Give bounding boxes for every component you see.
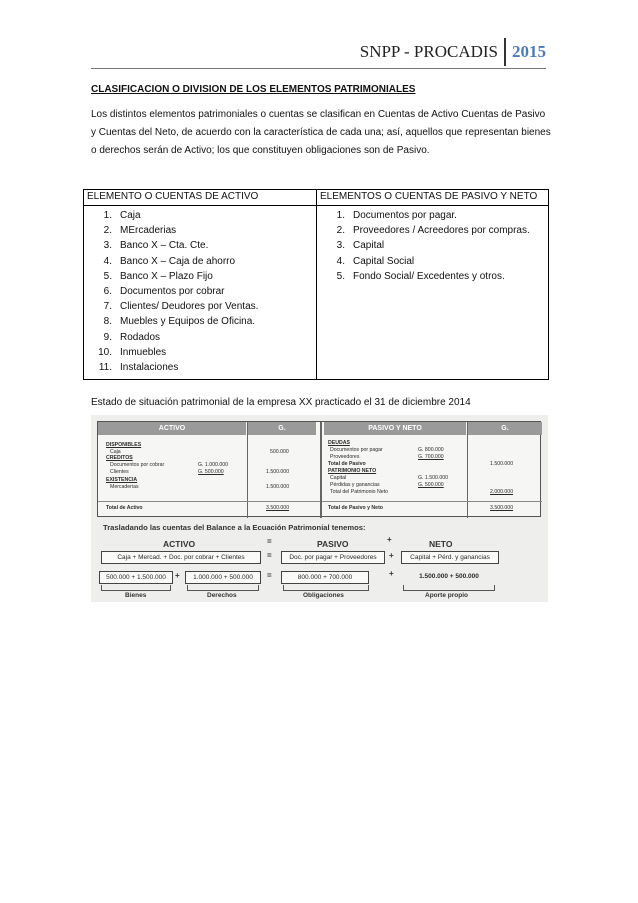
document-title: CLASIFICACION O DIVISION DE LOS ELEMENTOS PATRIMONIALES [91, 84, 416, 95]
total-activo-label: Total de Activo [106, 505, 143, 511]
existencia-label: EXISTENCIA [106, 477, 138, 483]
docs-pagar-label: Documentos por pagar [330, 447, 383, 453]
list-item: 9. Rodados [103, 331, 161, 343]
activo-list [84, 208, 313, 375]
capital-value: G. 1.500.000 [418, 475, 448, 481]
list-item: 1. Documentos por pagar. [336, 210, 457, 221]
list-item: 4. Banco X – Caja de ahorro [103, 255, 236, 267]
eq-plus-2: + [389, 551, 394, 560]
eq-aporte-value: 1.500.000 + 500.000 [419, 573, 479, 580]
mercaderias-label: Mercaderias [110, 484, 139, 490]
clientes-value: G. 500.000 [198, 469, 224, 475]
pasivo-column-header: ELEMENTOS O CUENTAS DE PASIVO Y NETO [317, 190, 549, 206]
total-pasivo-neto-label: Total de Pasivo y Neto [328, 505, 383, 511]
capital-label: Capital [330, 475, 347, 481]
balance-header-activo: ACTIVO [98, 422, 246, 435]
eq-derechos-value: 1.000.000 + 500.000 [185, 571, 261, 584]
eq-pasivo-header: PASIVO [317, 539, 349, 549]
header-rule [91, 68, 546, 69]
eq-obligaciones-value: 800.000 + 700.000 [281, 571, 369, 584]
intro-paragraph: Los distintos elementos patrimoniales o cuentas se clasifican en Cuentas de Activo Cuentas de Pasivo y Cuentas del Neto, de acuerdo con la característica de cada una; así, aquellos que representan bienes o derechos serán de Activo; los que constituyen obligaciones son de Pasivo. [91, 109, 551, 156]
eq-plus-4: + [389, 569, 394, 578]
eq-equals: = [267, 537, 272, 546]
eq-equals-2: = [267, 551, 272, 560]
list-item: 1. Caja [103, 210, 141, 221]
list-item: 3. Banco X – Cta. Cte. [103, 240, 209, 252]
eq-bienes-label: Bienes [125, 592, 147, 599]
total-pasivo-value: 1.500.000 [490, 461, 514, 467]
estado-title: Estado de situación patrimonial de la empresa XX practicado el 31 de diciembre 2014 [91, 397, 471, 408]
header-title: SNPP - PROCADIS [359, 42, 498, 61]
classification-table [83, 189, 549, 380]
total-patrimonio-label: Total del Patrimonio Neto [330, 489, 388, 495]
list-item: 8. Muebles y Equipos de Oficina. [103, 316, 256, 328]
eq-obligaciones-label: Obligaciones [303, 592, 344, 599]
balance-table [97, 421, 541, 517]
clientes-label: Clientes [110, 469, 129, 475]
list-item: 5. Fondo Social/ Excedentes y otros. [336, 270, 505, 282]
eq-plus-3: + [175, 571, 180, 580]
eq-aporte-label: Aporte propio [425, 592, 468, 599]
pasivo-list [317, 208, 545, 284]
trasladando-text: Trasladando las cuentas del Balance a la Ecuación Patrimonial tenemos: [103, 523, 366, 532]
page-header [360, 38, 546, 66]
list-item: 4. Capital Social [336, 255, 415, 267]
total-activo-value: 3.500.000 [266, 505, 290, 511]
disponibles-label: DISPONIBLES [106, 442, 142, 448]
pasivo-cell [317, 206, 549, 380]
perdidas-value: G. 500.000 [418, 482, 444, 488]
balance-header-pasivo: PASIVO Y NETO [324, 422, 466, 435]
list-item: 2. MErcaderias [103, 225, 177, 237]
list-item: 7. Clientes/ Deudores por Ventas. [103, 301, 259, 313]
list-item: 3. Capital [336, 240, 385, 252]
eq-neto-header: NETO [429, 539, 453, 549]
caja-label: Caja [110, 449, 121, 455]
caja-value: 500.000 [270, 449, 289, 455]
total-pasivo-label: Total de Pasivo [328, 461, 366, 467]
list-item: 5. Banco X – Plazo Fijo [103, 270, 213, 282]
activo-column-header: ELEMENTO O CUENTAS DE ACTIVO [84, 190, 317, 206]
creditos-total: 1.500.000 [266, 469, 290, 475]
docs-pagar-value: G. 800.000 [418, 447, 444, 453]
header-year: 2015 [512, 42, 546, 61]
proveedores-label: Proveedores [330, 454, 360, 460]
activo-cell [84, 206, 317, 380]
mercaderias-value: 1.500.000 [266, 484, 290, 490]
eq-activo-header: ACTIVO [163, 539, 196, 549]
total-patrimonio-value: 2.000.000 [490, 489, 514, 495]
docs-cobrar-label: Documentos por cobrar [110, 462, 165, 468]
balance-header-g1: G. [248, 422, 316, 435]
deudas-label: DEUDAS [328, 440, 350, 446]
docs-cobrar-value: G. 1.000.000 [198, 462, 228, 468]
list-item: 11. Instalaciones [98, 362, 179, 374]
list-item: 10. Inmuebles [98, 346, 167, 358]
eq-derechos-label: Derechos [207, 592, 237, 599]
eq-row1-activo: Caja + Mercad. + Doc. por cobrar + Clientes [101, 551, 261, 564]
total-pasivo-neto-value: 3.500.000 [490, 505, 514, 511]
balance-sheet-image [91, 415, 548, 602]
eq-row1-pasivo: Doc. por pagar + Proveedores [281, 551, 385, 564]
eq-row1-neto: Capital + Pérd. y ganancias [401, 551, 499, 564]
eq-plus: + [387, 535, 392, 544]
balance-header-g2: G. [468, 422, 542, 435]
creditos-label: CREDITOS [106, 455, 133, 461]
eq-equals-3: = [267, 571, 272, 580]
list-item: 6. Documentos por cobrar [103, 286, 225, 298]
patrimonio-label: PATRIMONIO NETO [328, 468, 377, 474]
eq-bienes-value: 500.000 + 1.500.000 [99, 571, 173, 584]
perdidas-label: Pérdidas y ganancias [330, 482, 380, 488]
proveedores-value: G. 700.000 [418, 454, 444, 460]
list-item: 2. Proveedores / Acreedores por compras. [336, 225, 530, 237]
